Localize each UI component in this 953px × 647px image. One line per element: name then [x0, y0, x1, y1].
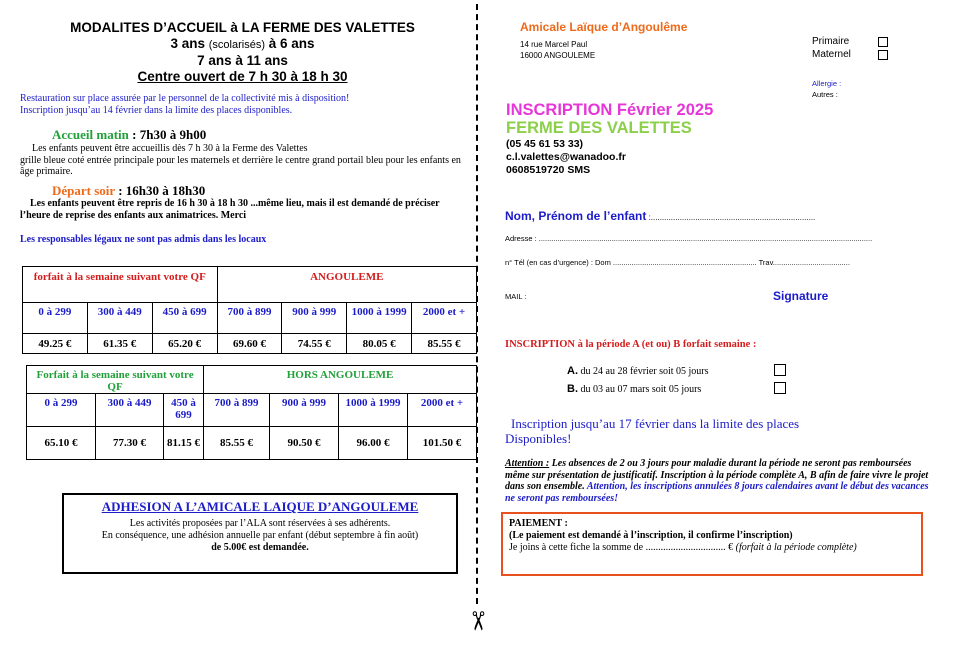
table-header-angouleme: ANGOULEME: [217, 267, 476, 303]
table-header-qf: forfait à la semaine suivant votre QF: [23, 267, 218, 303]
deadline-note: Inscription jusqu’au 17 février dans la limite des places Disponibles!: [505, 416, 800, 446]
qf-range: 2000 et +: [407, 394, 476, 427]
price-cell: 65.20 €: [152, 334, 217, 354]
qf-range: 0 à 299: [23, 303, 88, 334]
title-line: MODALITES D’ACCUEIL à LA FERME DES VALETTES: [70, 20, 415, 35]
org-name: Amicale Laïque d’Angoulême: [520, 20, 688, 34]
price-cell: 85.55 €: [204, 427, 270, 460]
qf-range: 1000 à 1999: [347, 303, 412, 334]
depart-soir-heading: Départ soir : 16h30 à 18h30: [52, 183, 206, 198]
adhesion-text: Les activités proposées par l’ALA sont réservées à ses adhérents. En conséquence, une adhésion annuelle par enfant (début septembre à fin août) de 5.00€ est demandée.: [101, 518, 419, 553]
inscription-title: INSCRIPTION Février 2025: [506, 101, 714, 119]
scissors-icon: ✂: [462, 610, 493, 632]
price-cell: 85.55 €: [412, 334, 477, 354]
price-cell: 74.55 €: [282, 334, 347, 354]
level-options: [812, 35, 851, 61]
email: c.l.valettes@wanadoo.fr: [506, 151, 626, 163]
period-a-checkbox[interactable]: [774, 364, 786, 376]
price-cell: 90.50 €: [269, 427, 338, 460]
attention-note: Attention : Les absences de 2 ou 3 jours pour maladie durant la période ne seront pas remboursées même sur présentation de justificatif. Inscription à la période complète A, B afin de faire vivre le projet dans son ensemble. Attention, les inscriptions annulées 8 jours calendaires avant le début des vacances ne seront pas remboursées!: [505, 458, 929, 504]
qf-range: 700 à 899: [204, 394, 270, 427]
age-line-2: 7 ans à 11 ans: [197, 53, 288, 68]
period-b-option: B. du 03 au 07 mars soit 05 jours: [567, 383, 702, 395]
primaire-option: Primaire: [812, 35, 851, 48]
paiement-title: PAIEMENT :: [509, 518, 568, 529]
paiement-line-2[interactable]: Je joins à cette fiche la somme de ................................ € (forfait à la période complète): [509, 542, 857, 553]
contact-block: [506, 138, 626, 177]
price-cell: 81.15 €: [163, 427, 203, 460]
table-header-qf: Forfait à la semaine suivant votre QF: [27, 366, 204, 394]
maternel-option: Maternel: [812, 48, 851, 61]
price-cell: 77.30 €: [95, 427, 163, 460]
qf-range: 450 à 699: [152, 303, 217, 334]
accueil-matin-text: Les enfants peuvent être accueillis dès 7 h 30 à la Ferme des Valettes grille bleue coté entrée principale pour les maternels et derrière le centre grand portail bleu pour les enfants en âge primaire.: [20, 143, 461, 177]
tarif-table-hors-angouleme: [26, 365, 477, 460]
adresse-field[interactable]: Adresse : ................................................................................................................................................................: [505, 234, 873, 243]
qf-range: 0 à 299: [27, 394, 96, 427]
hours-line: Centre ouvert de 7 h 30 à 18 h 30: [137, 69, 348, 84]
table-header-hors-angouleme: HORS ANGOULEME: [204, 366, 477, 394]
adhesion-title: ADHESION A L’AMICALE LAIQUE D’ANGOULEME: [101, 499, 419, 514]
qf-range: 1000 à 1999: [338, 394, 407, 427]
price-cell: 61.35 €: [87, 334, 152, 354]
nom-field[interactable]: Nom, Prénom de l’enfant :..........................................................................: [505, 209, 816, 223]
mail-field[interactable]: MAIL :: [505, 292, 527, 301]
qf-range: 2000 et +: [412, 303, 477, 334]
qf-range: 700 à 899: [217, 303, 282, 334]
paiement-line-1: (Le paiement est demandé à l’inscription, il confirme l’inscription): [509, 530, 793, 541]
qf-range: 300 à 449: [95, 394, 163, 427]
legal-note: Les responsables légaux ne sont pas admis dans les locaux: [20, 234, 267, 245]
price-cell: 49.25 €: [23, 334, 88, 354]
autres-label: Autres :: [812, 90, 838, 99]
allergie-label: Allergie :: [812, 79, 842, 88]
price-cell: 69.60 €: [217, 334, 282, 354]
telephone-field[interactable]: n° Tél (en cas d’urgence) : Dom ..................................................................... Trav.....................................: [505, 258, 850, 267]
phone: (05 45 61 53 33): [506, 138, 584, 150]
restauration-note: Restauration sur place assurée par le personnel de la collectivité mis à disposition! Inscription jusqu’au 14 février dans la limite des places disponibles.: [20, 93, 350, 116]
qf-range: 900 à 999: [269, 394, 338, 427]
qf-range: 900 à 999: [282, 303, 347, 334]
period-a-option: A. du 24 au 28 février soit 05 jours: [567, 365, 709, 377]
price-cell: 80.05 €: [347, 334, 412, 354]
accueil-matin-heading: Accueil matin : 7h30 à 9h00: [52, 127, 207, 142]
depart-soir-text: Les enfants peuvent être repris de 16 h 30 à 18 h 30 ...même lieu, mais il est demandé de préciser l’heure de reprise des enfants aux animatrices. Merci: [20, 198, 440, 221]
period-b-checkbox[interactable]: [774, 382, 786, 394]
price-cell: 101.50 €: [407, 427, 476, 460]
page-title: [20, 20, 465, 85]
cut-line: [476, 4, 478, 604]
price-cell: 65.10 €: [27, 427, 96, 460]
adhesion-box: [62, 493, 458, 574]
maternel-checkbox[interactable]: [878, 50, 888, 60]
primaire-checkbox[interactable]: [878, 37, 888, 47]
qf-range: 450 à 699: [163, 394, 203, 427]
org-address: 14 rue Marcel Paul 16000 ANGOULEME: [520, 40, 596, 60]
qf-range: 300 à 449: [87, 303, 152, 334]
ferme-title: FERME DES VALETTES: [506, 119, 692, 137]
tarif-table-angouleme: [22, 266, 477, 354]
price-cell: 96.00 €: [338, 427, 407, 460]
age-line-1: 3 ans (scolarisés) à 6 ans: [170, 36, 315, 51]
sms: 0608519720 SMS: [506, 164, 591, 176]
signature-label: Signature: [773, 289, 829, 303]
paiement-box: [501, 512, 923, 576]
allergy-fields: [812, 78, 841, 100]
inscription-periode: INSCRIPTION à la période A (et ou) B forfait semaine :: [505, 339, 757, 350]
